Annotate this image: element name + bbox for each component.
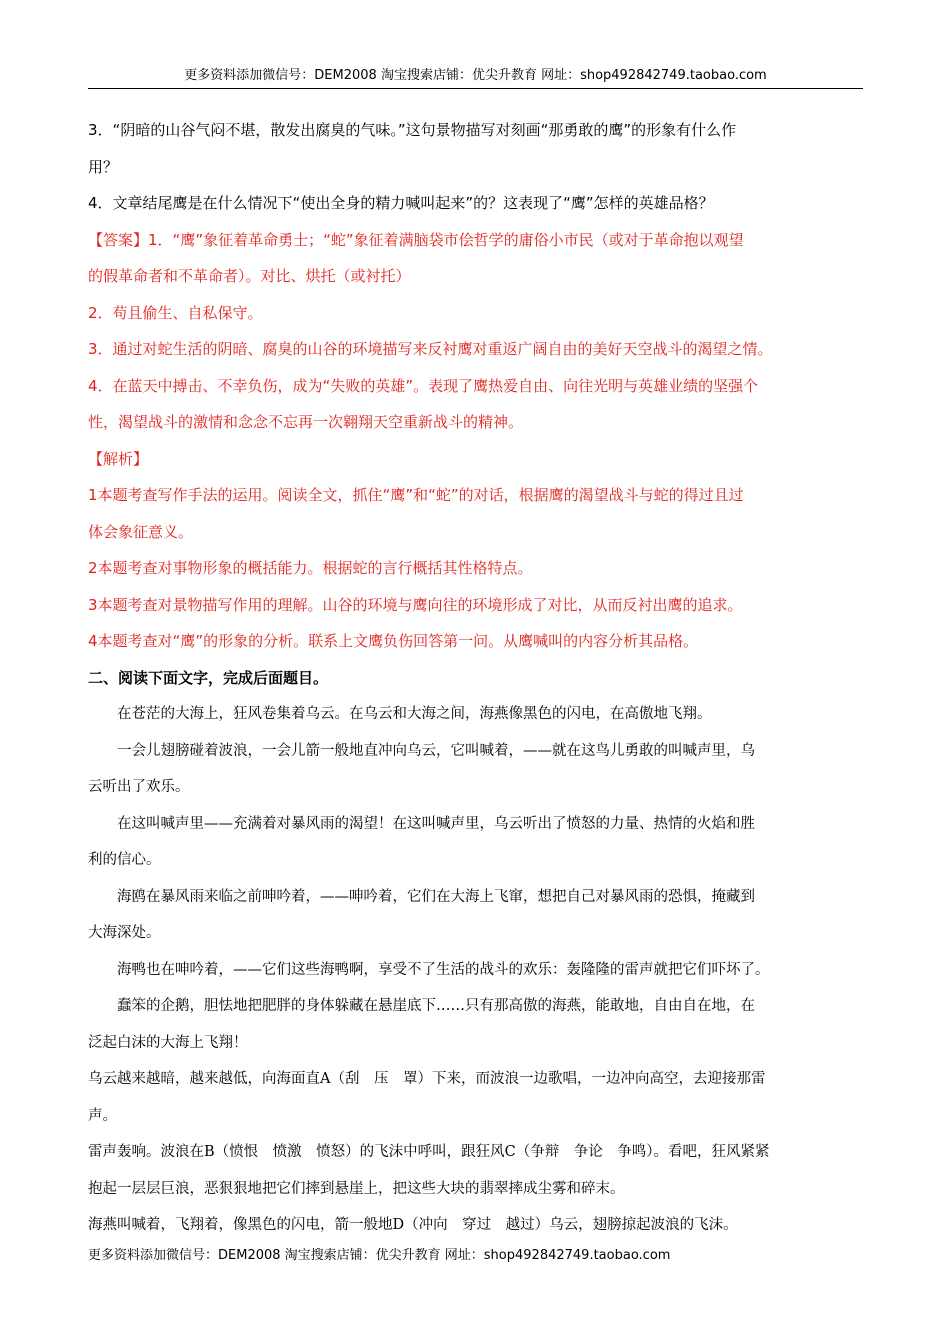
question-4: 4．文章结尾鹰是在什么情况下“使出全身的精力喊叫起来”的？这表现了“鹰”怎样的英雄品格？ [88, 194, 714, 212]
passage-paragraph-2-line-2: 云听出了欢乐。 [88, 779, 190, 795]
passage-paragraph-4-line-1: 海鸥在暴风雨来临之前呻吟着，——呻吟着，它们在大海上飞窜，想把自己对暴风雨的恐惧，掩藏到 [117, 888, 755, 905]
section-2-title: 二、阅读下面文字，完成后面题目。 [88, 668, 329, 687]
analysis-1-line-1: 1本题考查写作手法的运用。阅读全文，抓住“鹰”和“蛇”的对话，根据鹰的渴望战斗与蛇的得过且过 [88, 486, 744, 504]
answer-4-line-2: 性，渴望战斗的激情和念念不忘再一次翱翔天空重新战斗的精神。 [88, 413, 524, 431]
question-3-line-2: 用？ [88, 157, 119, 176]
analysis-title: 【解析】 [88, 449, 149, 468]
analysis-3: 3本题考查对景物描写作用的理解。山谷的环境与鹰向往的环境形成了对比，从而反衬出鹰的追求。 [88, 595, 743, 614]
answer-1-line-2: 的假革命者和不革命者）。对比、烘托（或衬托） [88, 267, 411, 285]
passage-paragraph-6-line-1: 蠢笨的企鹅，胆怯地把肥胖的身体躲藏在悬崖底下……只有那高傲的海燕，能敢地，自由自在地，在 [117, 998, 755, 1014]
passage-paragraph-2-line-1: 一会儿翅膀碰着波浪，一会儿箭一般地直冲向乌云，它叫喊着，——就在这鸟儿勇敢的叫喊声里，乌 [117, 742, 755, 759]
question-3-line-1: 3．“阴暗的山谷气闷不堪，散发出腐臭的气味。”这句景物描写对刻画“那勇敢的鹰”的形象有什么作 [88, 121, 737, 139]
passage-paragraph-6-line-2: 泛起白沫的大海上飞翔！ [88, 1034, 248, 1051]
passage-paragraph-5: 海鸭也在呻吟着，——它们这些海鸭啊，享受不了生活的战斗的欢乐：轰隆隆的雷声就把它们吓坏了。 [117, 961, 770, 978]
passage-paragraph-3-line-1: 在这叫喊声里——充满着对暴风雨的渴望！在这叫喊声里，乌云听出了愤怒的力量、热情的火焰和胜 [117, 815, 755, 832]
passage-paragraph-3-line-2: 利的信心。 [88, 852, 161, 868]
passage-paragraph-9: 海燕叫喊着，飞翔着，像黑色的闪电，箭一般地D（冲向 穿过 越过）乌云，翅膀掠起波浪的飞沫。 [88, 1217, 738, 1233]
page-footer: 更多资料添加微信号：DEM2008 淘宝搜索店铺：优尖升教育 网址：shop492842749.taobao.com [88, 1248, 671, 1263]
answer-1-line-1: 【答案】1．“鹰”象征着革命勇士；“蛇”象征着满脑袋市侩哲学的庸俗小市民（或对于革命抱以观望 [88, 230, 744, 249]
passage-paragraph-1: 在苍茫的大海上，狂风卷集着乌云。在乌云和大海之间，海燕像黑色的闪电，在高傲地飞翔。 [117, 706, 712, 722]
passage-paragraph-8-line-1: 雷声轰响。波浪在B（愤恨 愤激 愤怒）的飞沫中呼叫，跟狂风C（争辩 争论 争鸣）。看吧，狂风紧紧 [88, 1144, 770, 1160]
answer-4-line-1: 4．在蓝天中搏击、不幸负伤，成为“失败的英雄”。表现了鹰热爱自由、向往光明与英雄业绩的坚强个 [88, 376, 759, 395]
analysis-4: 4本题考查对“鹰”的形象的分析。联系上文鹰负伤回答第一问。从鹰喊叫的内容分析其品格。 [88, 632, 699, 650]
passage-paragraph-7-line-2: 声。 [88, 1107, 117, 1124]
analysis-1-line-2: 体会象征意义。 [88, 522, 194, 541]
passage-paragraph-7-line-1: 乌云越来越暗，越来越低，向海面直A（刮 压 罩）下来，而波浪一边歌唱，一边冲向高空，去迎接那雷 [88, 1071, 766, 1087]
page-header: 更多资料添加微信号：DEM2008 淘宝搜索店铺：优尖升教育 网址：shop492842749.taobao.com [184, 68, 767, 83]
document-body [88, 112, 863, 1244]
answer-2: 2．苟且偷生、自私保守。 [88, 303, 263, 322]
analysis-2: 2本题考查对事物形象的概括能力。根据蛇的言行概括其性格特点。 [88, 559, 533, 577]
passage-paragraph-8-line-2: 抱起一层层巨浪，恶狠狠地把它们摔到悬崖上，把这些大块的翡翠摔成尘雾和碎末。 [88, 1180, 625, 1197]
header-divider [88, 88, 863, 89]
passage-paragraph-4-line-2: 大海深处。 [88, 925, 161, 941]
answer-3: 3．通过对蛇生活的阴暗、腐臭的山谷的环境描写来反衬鹰对重返广阔自由的美好天空战斗的渴望之情。 [88, 340, 773, 358]
